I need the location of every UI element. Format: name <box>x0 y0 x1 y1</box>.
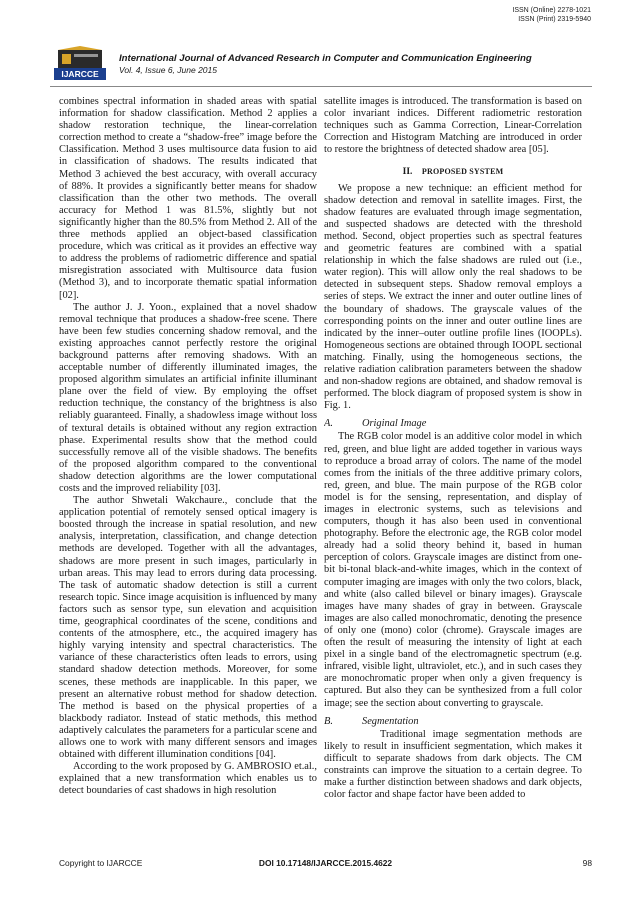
right-paragraph-4: Traditional image segmentation methods are likely to result in insufficient segmentation, which makes it difficult to separate shadows from dark objects. The CM constraints can improve the situation to a certain degree. To make a further distinction between shadows and dark objects, color factor and shape factor have been added to <box>324 728 582 801</box>
logo-text: IJARCCE <box>61 69 99 79</box>
subsection-b-title: Segmentation <box>362 715 419 727</box>
journal-volume: Vol. 4, Issue 6, June 2015 <box>119 65 217 75</box>
left-paragraph-3: The author Shwetali Wakchaure., conclude that the application potential of remotely sensed optical imagery is boosted through the increase in spatial resolution, and new analysis, interpretation, classification, and change detection methods are developed. Together with all the advantages, shadows are more present in such images, particularly in urban areas. This may lead to errors during data processing. The task of automatic shadow detection is still a current research topic. Since image acquisition is influenced by many factors such as sensor type, sun elevation and acquisition time, geographical coordinates of the scene, conditions and contents of the atmosphere, etc., the acquired imagery has highly varying intensity and spectral characteristics. The variance of these characteristics often leads to errors, using standard shadow detection methods. Moreover, for some scenes, these methods are inapplicable. In this paper, we present an alternative robust method for shadow detection. The method is based on the physical properties of a blackbody radiator. Instead of static methods, this method adaptively calculates the parameters for a particular scene and allows one to work with many different sensors and images obtained with different illumination conditions [04]. <box>59 495 317 761</box>
journal-title: International Journal of Advanced Research in Computer and Communication Engineering <box>119 53 532 64</box>
subsection-a-title: Original Image <box>362 418 427 430</box>
issn-print: ISSN (Print) 2319-5940 <box>518 16 591 23</box>
footer-copyright: Copyright to IJARCCE <box>59 858 143 868</box>
left-paragraph-2: The author J. J. Yoon., explained that a novel shadow removal technique that produces a shadow-free scene. There have been few studies concerning shadow removal, and the existing approaches cannot perfectly restore the original background patterns after removing shadows. With an acceptable number of differently illuminated images, the proposed algorithm simulates an artificial infinite illuminant plane over the field of view. By employing the offset reduction technique, the constancy of the brightness is also reliably guaranteed. Finally, a shadowless image without loss of textural details is obtained without any region extraction phase. Experimental results show that the method could successfully remove all of the visible shadows. The benefits of the proposed algorithm compared to the conventional shadow detection algorithms are the lower computational costs and the improved reliability [03]. <box>59 301 317 494</box>
left-paragraph-4: According to the work proposed by G. AMBROSIO et.al., explained that a new transformation which enables us to detect boundaries of cast shadows in high resolution <box>59 761 317 797</box>
subsection-a-label: A. <box>324 418 333 430</box>
logo-gold-peak <box>58 46 102 50</box>
header-divider <box>50 86 592 87</box>
right-paragraph-3: The RGB color model is an additive color model in which red, green, and blue light are added together in various ways to reproduce a broad array of colors. The name of the model comes from the initials of the three additive primary colors, red, green, and blue. The main purpose of the RGB color model is for the sensing, representation, and display of images in electronic systems, such as televisions and computers, though it has also been used in conventional photography. Before the electronic age, the RGB color model already had a solid theory behind it, based in human perception of colors. Grayscale images are distinct from one-bit bi-tonal black-and-white images, which in the context of computer imaging are images with only the two colors, black, and white (also called bilevel or binary images). Grayscale images have many shades of gray in between. Grayscale images are also called monochromatic, denoting the presence of only one (mono) color (chrome). Grayscale images are often the result of measuring the intensity of light at each pixel in a single band of the electromagnetic spectrum (e.g. infrared, visible light, ultraviolet, etc.), and in such cases they are monochromatic proper when only a given frequency is captured. But also they can be synthesized from a full color image; see the section about converting to grayscale. <box>324 431 582 709</box>
logo-stripe <box>74 54 98 57</box>
subsection-a-heading <box>324 418 582 430</box>
subsection-b-label: B. <box>324 715 333 727</box>
journal-logo <box>50 46 110 80</box>
journal-logo-icon <box>50 46 110 80</box>
section-heading <box>324 166 582 178</box>
page-footer <box>59 857 592 869</box>
right-paragraph-1: satellite images is introduced. The transformation is based on color invariant indices. Different radiometric restoration techniques such as Gamma Correction, Linear-Correlation Correction and Histogram Matching are introduced in order to restore the brightness of detected shadow area [05]. <box>324 96 582 156</box>
issn-online: ISSN (Online) 2278-1021 <box>512 7 591 14</box>
footer-doi: DOI 10.17148/IJARCCE.2015.4622 <box>258 858 393 868</box>
subsection-b-heading <box>324 716 582 728</box>
left-column <box>59 96 317 856</box>
journal-heading <box>119 53 599 76</box>
right-paragraph-2: We propose a new technique: an efficient method for shadow detection and removal in satellite images. First, the shadow features are evaluated through image segmentation, and suspected shadows are detected with the threshold method. Second, object properties such as spectral features and geometric features are combined with a spatial relationship in which the false shadows are ruled out (i.e., water region). This will allow only the real shadows to be detected in subsequent steps. Shadow removal employs a series of steps. We extract the inner and outer outline lines of the boundary of shadows. The grayscale values of the corresponding points on the inner and outer outline lines are indicated by the inner–outer outline profile lines (IOOPLs). Homogeneous sections are obtained through IOOPL sectional matching. Finally, using the homogeneous sections, the relative radiation calibration parameters between the shadow and non-shadow regions are obtained, and shadow removal is performed. The block diagram of proposed system is show in Fig. 1. <box>324 182 582 412</box>
logo-gold-block <box>62 54 71 64</box>
section-number: II. <box>402 167 413 178</box>
issn-block <box>512 6 591 24</box>
section-title: PROPOSED SYSTEM <box>421 167 504 177</box>
left-paragraph-1: combines spectral information in shaded areas with spatial information for shadow classification. Method 2 applies a shadow restoration technique, the linear-correlation correction method to create a “shadow-free” image before the Classification. Method 3 uses multisource data fusion to aid in classification of shadows. The results indicated that Method 3 achieved the best accuracy, with overall accuracy of 88%. It provides a significantly better means for shadow classification than the other two methods. The overall accuracy for Method 1 was 81.5%, slightly but not significantly higher than the 80.5% from Method 2. All of the three methods applied an object-based classification procedure, which was critical as it provides an effective way to address the problems of radiometric difference and spatial misregistration associated with Multisource data fusion (Method 3), and to incorporate thematic spatial information [02]. <box>59 96 317 301</box>
footer-page-number: 98 <box>582 858 592 868</box>
right-column <box>324 96 582 856</box>
